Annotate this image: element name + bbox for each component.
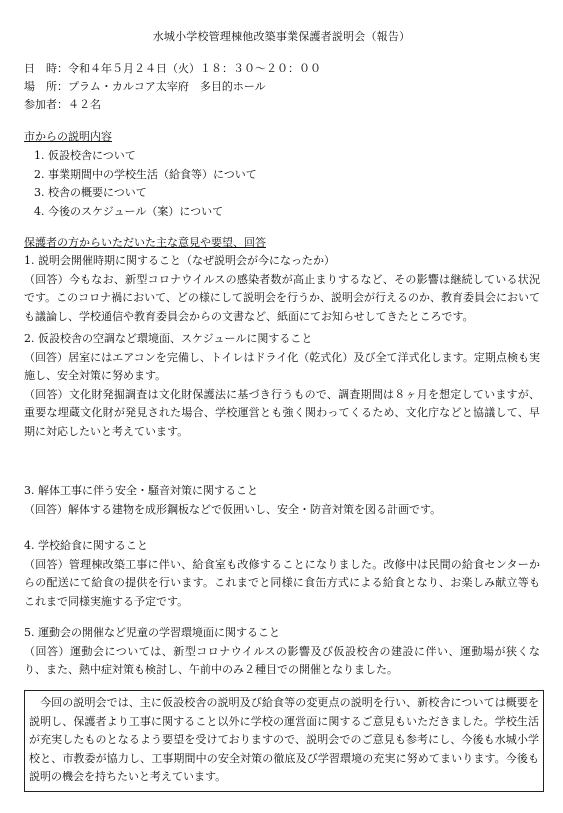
opinions-heading: 保護者の方からいただいた主な意見や要望、回答	[24, 236, 266, 249]
opinion-question: 2. 仮設校舎の空調など環境面、スケジュールに関すること	[24, 332, 313, 345]
opinion-answer: （回答）運動会については、新型コロナウイルスの影響及び仮設校舎の建設に伴い、運動場が狭くなり、また、熱中症対策も検討し、午前中のみ２種目での開催となりました。	[24, 644, 540, 676]
opinion-entry-3	[24, 482, 540, 519]
summary-text: 今回の説明会では、主に仮設校舎の説明及び給食等の変更点の説明を行い、新校舎については概要を説明し、保護者より工事に関すること以外に学校の運営面に関するご意見もいただきました。学校生活が充実したものとなるよう要望を受けておりますので、説明会でのご意見も参考にし、今後も水城小学校と、市教委が協力し、工事期間中の安全対策の徹底及び学習環境の充実に努めてまいります。今後も説明の機会を持ちたいと考えています。	[29, 696, 539, 783]
meeting-date: 日 時：令和４年５月２４日（火）１８：３０〜２０：００	[24, 62, 321, 75]
agenda-item: 3. 校舎の概要について	[34, 186, 147, 199]
opinion-question: 3. 解体工事に伴う安全・騒音対策に関すること	[24, 484, 258, 497]
summary-indent	[29, 696, 40, 709]
opinion-answer: （回答）居室にはエアコンを完備し、トイレはドライ化（乾式化）及び全て洋式化します。定期点検も実施し、安全対策に努めます。	[24, 350, 540, 382]
opinion-question: 5. 運動会の開催など児童の学習環境面に関すること	[24, 626, 280, 639]
meeting-attendees: 参加者：４２名	[24, 98, 101, 111]
opinion-answer: （回答）文化財発掘調査は文化財保護法に基づき行うもので、調査期間は８ヶ月を想定していますが、重要な埋蔵文化財が発見された場合、学校運営とも強く関わってくるため、文化庁などと協議して、早期に対応したいと考えています。	[24, 387, 540, 438]
opinion-entry-1	[24, 252, 540, 326]
opinion-answer: （回答）管理棟改築工事に伴い、給食室も改修することになりました。改修中は民間の給食センターからの配送にて給食の提供を行います。これまでと同様に食缶方式による給食となり、お楽しみ献立等もこれまで同様実施する予定です。	[24, 557, 540, 608]
opinion-answer: （回答）今もなお、新型コロナウイルスの感染者数が高止まりするなど、その影響は継続している状況です。このコロナ禍において、どの様にして説明会を行うか、説明会が行えるのか、教育委員会においても議論し、学校通信や教育委員会からの文書など、紙面にてお知らせしてきたところです。	[24, 272, 540, 323]
summary-box	[24, 690, 544, 792]
meeting-place: 場 所：プラム・カルコア太宰府 多目的ホール	[24, 80, 266, 93]
city-explanation-list	[34, 147, 257, 221]
opinion-answer: （回答）解体する建物を成形鋼板などで仮囲いし、安全・防音対策を図る計画です。	[24, 502, 442, 516]
opinion-entry-2	[24, 330, 540, 441]
opinion-entry-5	[24, 624, 540, 680]
document-title: 水城小学校管理棟他改築事業保護者説明会（報告）	[152, 30, 411, 43]
meeting-info	[24, 60, 321, 114]
agenda-item: 4. 今後のスケジュール（案）について	[34, 204, 224, 218]
opinion-entry-4	[24, 537, 540, 611]
opinion-question: 4. 学校給食に関すること	[24, 539, 148, 552]
agenda-item: 2. 事業期間中の学校生活（給食等）について	[34, 167, 257, 181]
city-explanation-heading: 市からの説明内容	[24, 130, 112, 143]
opinion-question: 1. 説明会開催時期に関すること（なぜ説明会が今になったか）	[24, 254, 335, 267]
agenda-item: 1. 仮設校舎について	[34, 149, 136, 162]
